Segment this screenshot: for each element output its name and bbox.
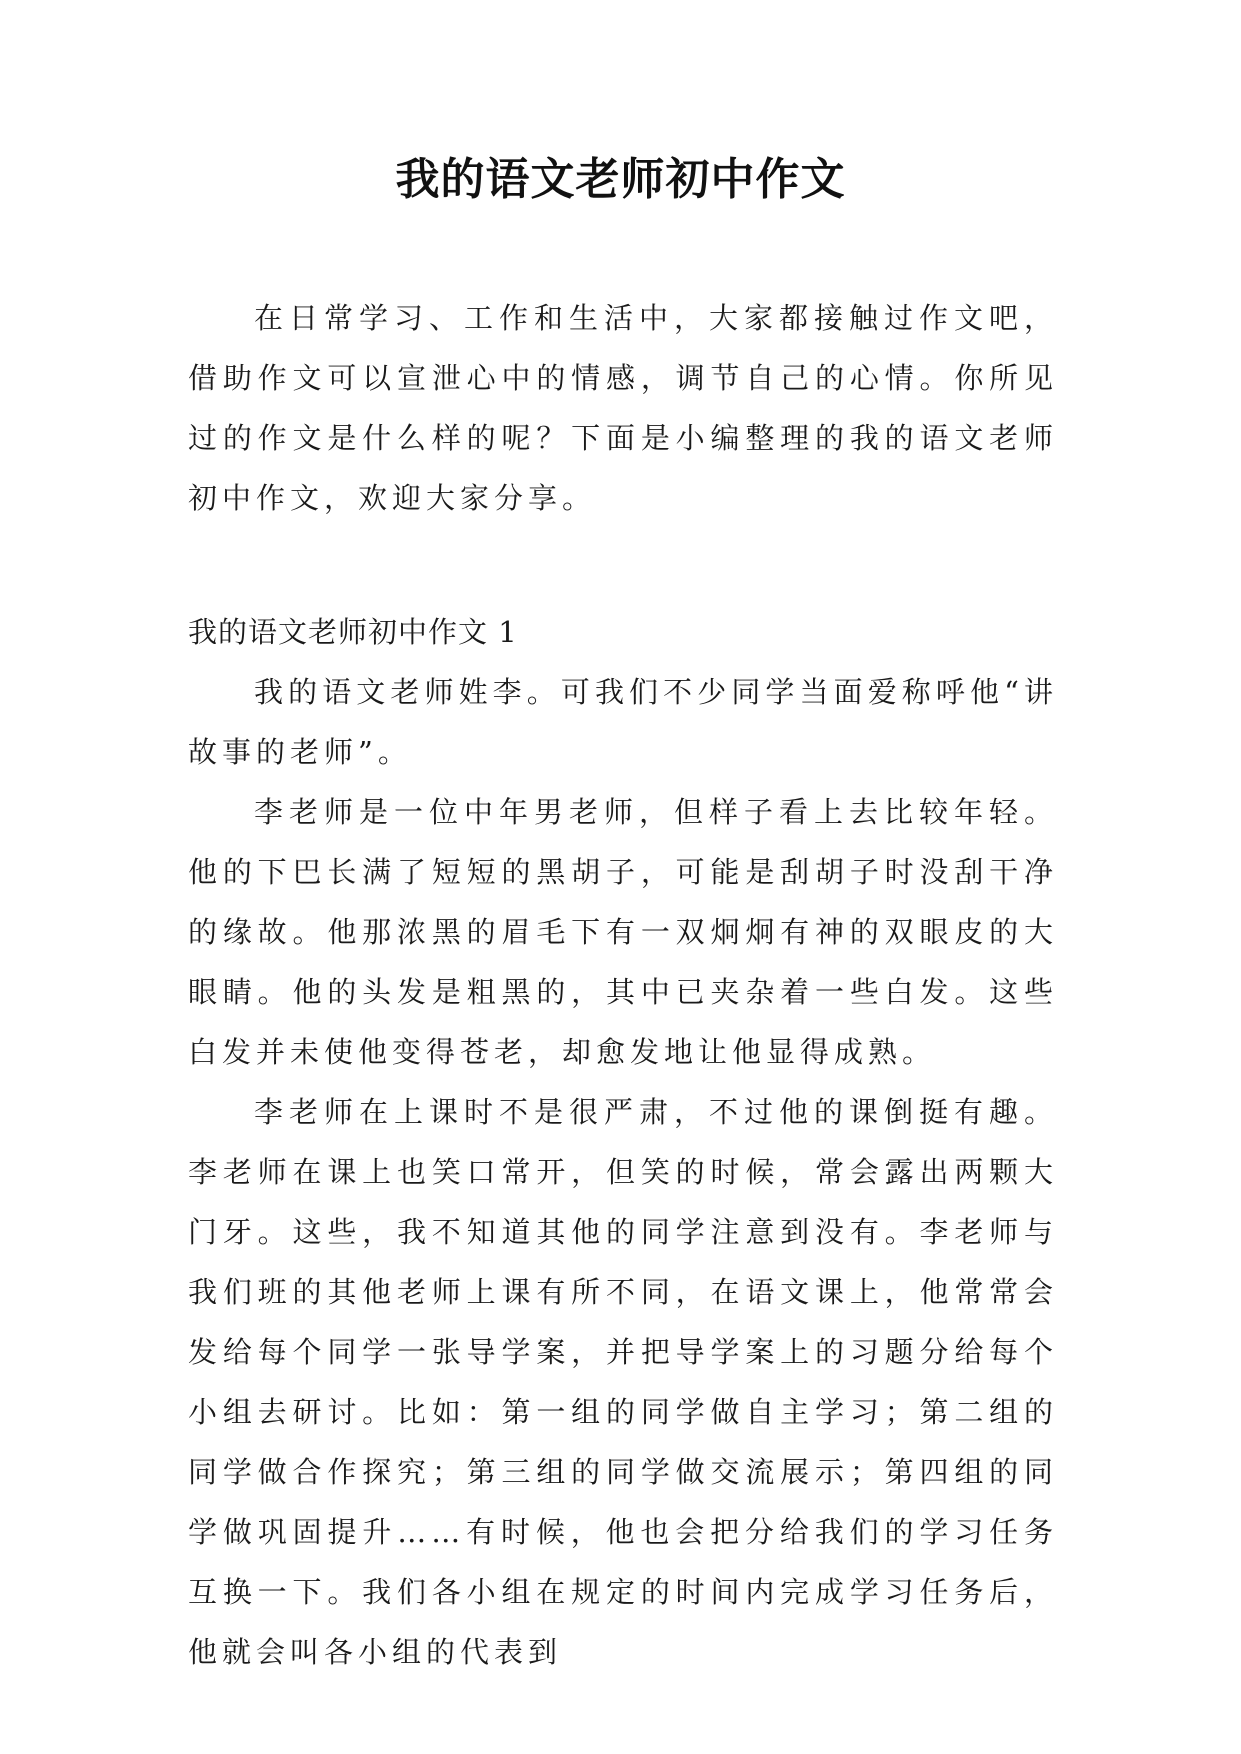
section-heading: 我的语文老师初中作文 1 [188,615,518,649]
body-paragraph-1: 我的语文老师姓李。可我们不少同学当面爱称呼他“讲故事的老师”。 [188,675,1058,769]
body-paragraph-3: 李老师在上课时不是很严肃，不过他的课倒挺有趣。李老师在课上也笑口常开，但笑的时候，常会露出两颗大门牙。这些，我不知道其他的同学注意到没有。李老师与我们班的其他老师上课有所不同，在语文课上，他常常会发给每个同学一张导学案，并把导学案上的习题分给每个小组去研讨。比如：第一组的同学做自主学习；第二组的同学做合作探究；第三组的同学做交流展示；第四组的同学做巩固提升……有时候，他也会把分给我们的学习任务互换一下。我们各小组在规定的时间内完成学习任务后，他就会叫各小组的代表到 [188,1095,1058,1669]
body-paragraph-2: 李老师是一位中年男老师，但样子看上去比较年轻。他的下巴长满了短短的黑胡子，可能是刮胡子时没刮干净的缘故。他那浓黑的眉毛下有一双炯炯有神的双眼皮的大眼睛。他的头发是粗黑的，其中已夹杂着一些白发。这些白发并未使他变得苍老，却愈发地让他显得成熟。 [188,795,1058,1069]
paragraph-spacer [188,528,1058,564]
intro-paragraph: 在日常学习、工作和生活中，大家都接触过作文吧，借助作文可以宣泄心中的情感，调节自己的心情。你所见过的作文是什么样的呢？下面是小编整理的我的语文老师初中作文，欢迎大家分享。 [188,301,1058,515]
document-body [188,288,1058,1682]
document-title: 我的语文老师初中作文 [395,154,846,205]
